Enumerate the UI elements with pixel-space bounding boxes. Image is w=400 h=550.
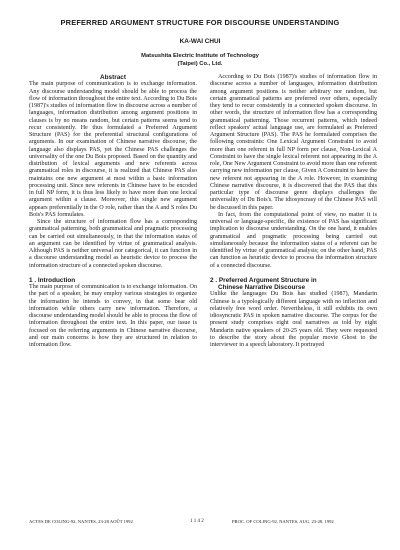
section-1-paragraph-1: The main purpose of communication is to exchange information. On the part of a speaker, he may employ various strategies to organize the information he intends to convey, in that some bear old information while others carry new information. Therefore, a discourse understanding model should be able to process the flow of information throughout the entire text. In this paper, our issue is focused on the referring arguments in Chinese narrative discourse, and our main concerns is how they are structured in relation to information flow. — [29, 284, 197, 348]
page-number: 1 1 4 2 — [190, 519, 204, 524]
section-2-heading-line-1: 2 . Preferred Argument Structure in — [210, 276, 317, 284]
footer-left: ACTES DE COLING-92, NANTES, 23-28 AOÛT 1992 — [29, 519, 133, 524]
footer-right: PROC. OF COLING-92, NANTES, AUG. 23-28, 1992 — [232, 519, 334, 524]
affiliation-line-2: (Taipei) Co., Ltd. — [177, 61, 223, 67]
abstract-paragraph-1: The main purpose of communication is to exchange information. Any discourse understanding model should be able to process the flow of information throughout the entire text. According to Du Bois (1987)'s studies of information flow in discourse across a number of languages, information distribution among argument positions in clauses is by no means random, but certain patterns seems tend to recur consistently. He thus formulated a Preferred Argument Structure (PAS) for the preferential structural configurations of arguments. In our examination of Chinese narrative discourse, the language also displays PAS, yet the Chinese PAS challenges the universality of the one Du Bois proposed. Based on the quantity and distribution of lexical arguments and new referents across grammatical roles in discourse, it is realized that Chinese PAS also maintains one new argument at most within a basic information processing unit. Since new referents in Chinese have to be encoded in full NP form, it is thus less likely to have more than one lexical argument within a clause. Moreover, this single new argument appears preferentially in the O role, rather than the A and S roles Du Bois's PAS formulates. — [29, 81, 197, 218]
right-column — [210, 74, 377, 349]
abstract-paragraph-2: Since the structure of information flow has a corresponding grammatical patterning, both grammatical and pragmatic processing can be carried out simultaneously, in that the information status of an argument can be identified by virtue of grammatical analysis. Although PAS is neither universal nor categorical, it can function in a discourse understanding model as heuristic device to process the information structure of a connected spoken discourse. — [29, 219, 197, 269]
section-2-paragraph-1: Unlike the languages Du Bois has studied (1987), Mandarin Chinese is a typologically different language with no inflection and relatively free word order. Nevertheless, it still exhibits its own idiosyncratic PAS in spoken narrative discourse. The corpus for the present study comprises eight oral narratives as told by eight Mandarin native speakers of 20-25 years old. They were requested to describe the story about the popular movie Ghost to the interviewer in a speech laboratory. It portrayed — [210, 291, 377, 348]
author-name: KA-WAI CHUI — [179, 38, 221, 45]
section-2-heading-line-2: Chinese Narrative Discourse — [218, 284, 306, 291]
paper-title: PREFERRED ARGUMENT STRUCTURE FOR DISCOURSE UNDERSTANDING — [60, 18, 340, 27]
abstract-heading: Abstract — [100, 74, 126, 81]
left-column — [29, 74, 197, 349]
right-paragraph-2: In fact, from the computational point of view, no matter it is universal or language-specific, the existence of PAS has significant implication to discourse understanding. On the one hand, it enables grammatical and pragmatic processing being carried out simultaneously because the information status of a referent can be identified by virtue of grammatical analysis; on the other hand, PAS can function as heuristic device to process the information structure of a connected discourse. — [210, 211, 377, 269]
affiliation-line-1: Matsushita Electric Institute of Technology — [141, 53, 259, 59]
section-1-heading: 1 . Introduction — [29, 276, 76, 284]
right-paragraph-1: According to Du Bois (1987)'s studies of information flow in discourse across a number of languages, information distribution among argument positions is neither arbitrary nor random, but certain grammatical patterns are preferred over others, especially they tend to recur consistently in a connected spoken discourse. In other words, the structure of information flow has a corresponding grammatical patterning. Those recurrent patterns, which indeed reflect speakers' actual language use, are formulated as Preferred Argument Structure (PAS). The PAS he formulated comprises the following constraints: One Lexical Argument Constraint to avoid more than one referent in full NP form per clause, Non-Lexical A Constraint to have the single lexical referent not appearing in the A role, One New Argument Constraint to avoid more than one referent carrying new information per clause, Given A Constraint to have the new referent not appearing in the A role. However, in examining Chinese narrative discourse, it is discovered that the PAS that this particular type of discourse genre displays challenges the universality of Du Bois's. The idiosyncrasy of the Chinese PAS will be discussed in this paper. — [210, 74, 377, 211]
